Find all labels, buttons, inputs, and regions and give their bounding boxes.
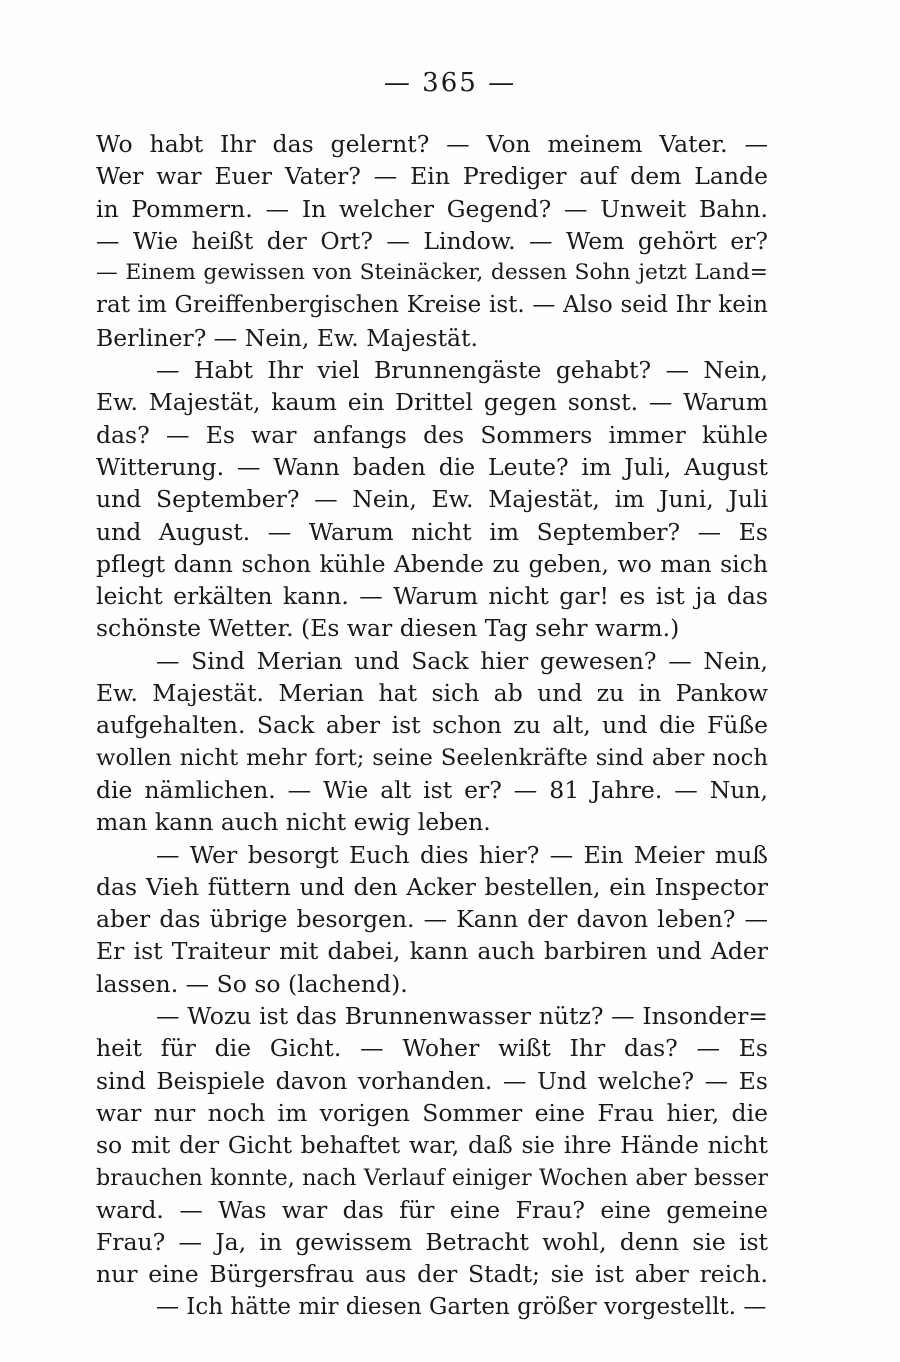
text-line: wollen nicht mehr fort; seine Seelenkräfte sind aber noch xyxy=(96,744,768,771)
text-line: aber das übrige besorgen. — Kann der davon leben? — xyxy=(96,905,768,934)
text-line: sind Beispiele davon vorhanden. — Und welche? — Es xyxy=(96,1066,768,1095)
text-line: Er ist Traiteur mit dabei, kann auch barbiren und Ader xyxy=(96,937,768,966)
text-line: lassen. — So so (lachend). xyxy=(96,969,408,998)
text-line: — Wer besorgt Euch dies hier? — Ein Meier muß xyxy=(156,840,768,869)
text-line: aufgehalten. Sack aber ist schon zu alt, und die Füße xyxy=(96,711,768,740)
text-line: das Vieh füttern und den Acker bestellen, ein Inspector xyxy=(96,872,768,901)
text-line: Ew. Majestät, kaum ein Drittel gegen sonst. — Warum xyxy=(96,388,768,417)
text-line: brauchen konnte, nach Verlauf einiger Wochen aber besser xyxy=(96,1164,768,1191)
text-line: Witterung. — Wann baden die Leute? im Juli, August xyxy=(96,452,768,481)
text-line: die nämlichen. — Wie alt ist er? — 81 Jahre. — Nun, xyxy=(96,775,768,804)
text-line: — Einem gewissen von Steinäcker, dessen Sohn jetzt Land= xyxy=(96,260,768,286)
text-line: Ew. Majestät. Merian hat sich ab und zu in Pankow xyxy=(96,679,768,708)
text-line: ward. — Was war das für eine Frau? eine gemeine xyxy=(96,1195,768,1224)
text-line: das? — Es war anfangs des Sommers immer kühle xyxy=(96,420,768,449)
text-line: — Sind Merian und Sack hier gewesen? — Nein, xyxy=(156,646,768,675)
text-line: — Ich hätte mir diesen Garten größer vorgestellt. — xyxy=(156,1293,767,1320)
text-line: — Wie heißt der Ort? — Lindow. — Wem gehört er? xyxy=(96,226,768,255)
text-line: heit für die Gicht. — Woher wißt Ihr das? — Es xyxy=(96,1034,768,1063)
text-line: rat im Greiffenbergischen Kreise ist. — Also seid Ihr kein xyxy=(96,292,768,319)
text-line: Frau? — Ja, in gewissem Betracht wohl, denn sie ist xyxy=(96,1228,768,1257)
text-line: schönste Wetter. (Es war diesen Tag sehr warm.) xyxy=(96,614,680,643)
text-line: pflegt dann schon kühle Abende zu geben, wo man sich xyxy=(96,549,768,578)
text-line: in Pommern. — In welcher Gegend? — Unweit Bahn. xyxy=(96,194,768,223)
text-line: Berliner? — Nein, Ew. Majestät. xyxy=(96,323,478,352)
text-line: Wer war Euer Vater? — Ein Prediger auf dem Lande xyxy=(96,162,768,191)
text-line: und September? — Nein, Ew. Majestät, im Juni, Juli xyxy=(96,485,768,514)
text-line: — Habt Ihr viel Brunnengäste gehabt? — Nein, xyxy=(156,356,768,385)
body-text xyxy=(96,128,768,1323)
text-line: man kann auch nicht ewig leben. xyxy=(96,808,491,837)
text-line: so mit der Gicht behaftet war, daß sie ihre Hände nicht xyxy=(96,1131,768,1160)
text-line: nur eine Bürgersfrau aus der Stadt; sie ist aber reich. xyxy=(96,1260,768,1289)
text-line: Wo habt Ihr das gelernt? — Von meinem Vater. — xyxy=(96,130,768,158)
page-number: — 365 — xyxy=(383,68,517,98)
text-line: — Wozu ist das Brunnenwasser nütz? — Insonder= xyxy=(156,1002,768,1031)
text-line: leicht erkälten kann. — Warum nicht gar! es ist ja das xyxy=(96,582,768,611)
text-line: war nur noch im vorigen Sommer eine Frau hier, die xyxy=(96,1098,768,1127)
text-line: und August. — Warum nicht im September? — Es xyxy=(96,517,768,546)
